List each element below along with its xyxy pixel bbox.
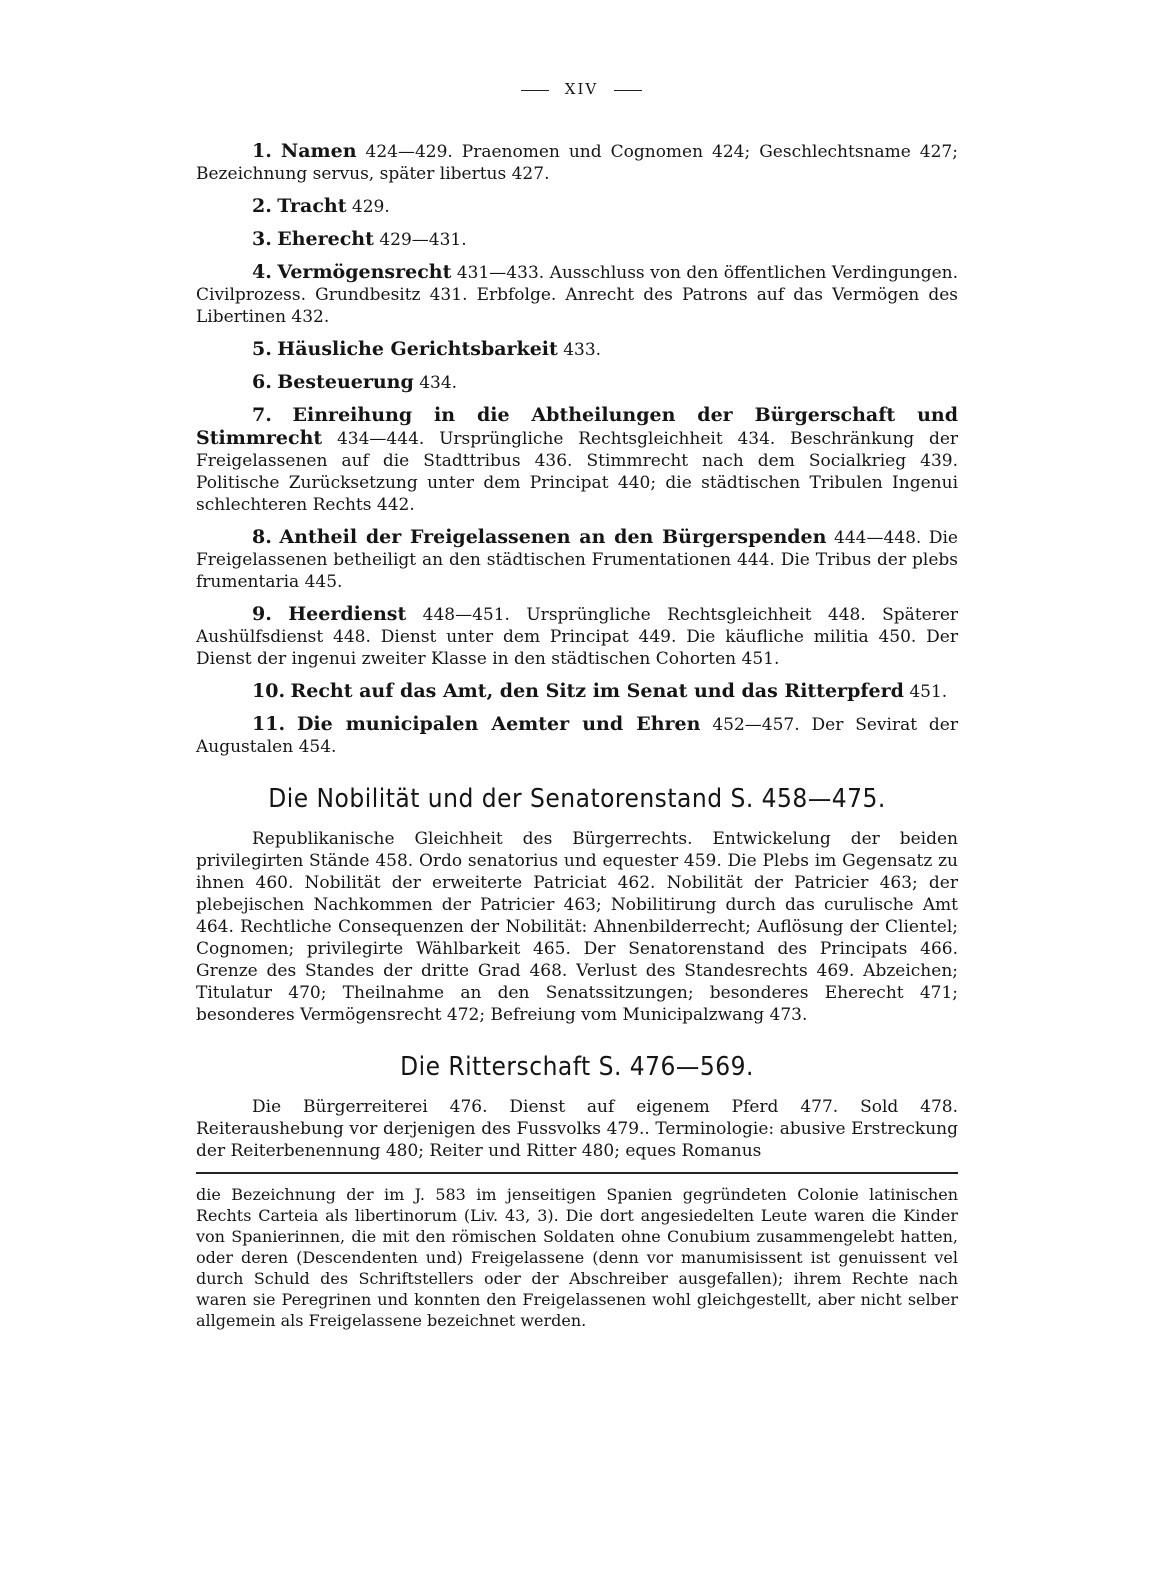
entry-item — [196, 404, 958, 516]
entry-pages: 431—433. — [456, 263, 545, 283]
section-text-nobilitaet: Republikanische Gleichheit des Bürgerrechts. Entwickelung der beiden privilegirten Stände 458. Ordo senatorius und equester 459. Die Plebs im Gegensatz zu ihnen 460. Nobilität der erweiterte Patriciat 462. Nobilität der Patricier 463; der plebejischen Nachkommen der Patricier 463; Nobilitirung durch das curulische Amt 464. Rechtliche Consequenzen der Nobilität: Ahnenbilderrecht; Auflösung der Clientel; Cognomen; privilegirte Wählbarkeit 465. Der Senatorenstand des Principats 466. Grenze des Standes der dritte Grad 468. Verlust des Standesrechts 469. Abzeichen; Titulatur 470; Theilnahme an den Senatssitzungen; besonderes Eherecht 471; besonderes Vermögensrecht 472; Befreiung vom Municipalzwang 473. — [196, 829, 958, 1025]
entry-number: 11. — [252, 713, 286, 735]
entry-pages: 434. — [419, 373, 458, 393]
entry-text: Ursprüngliche Rechtsgleichheit 448. Späterer Aushülfsdienst 448. Dienst unter dem Principat 449. Die käufliche militia 450. Der Dienst der ingenui zweiter Klasse in den städtischen Cohorten 451. — [196, 605, 959, 669]
entry-heading: Heerdienst — [288, 603, 407, 625]
section-title-ritterschaft: Die Ritterschaft S. 476—569. — [400, 1052, 754, 1082]
entry-item — [196, 140, 958, 185]
entry-item — [196, 261, 958, 328]
entry-number: 5. — [252, 338, 272, 360]
entry-number: 3. — [252, 228, 272, 250]
entry-number: 10. — [252, 680, 286, 702]
entry-text: Praenomen und Cognomen 424; Geschlechtsname 427; Bezeichnung servus, später libertus 427. — [196, 142, 958, 184]
entry-heading: Besteuerung — [277, 371, 414, 393]
footnote-text: die Bezeichnung der im J. 583 im jenseitigen Spanien gegründeten Colonie latinischen Rechts Carteia als libertinorum (Liv. 43, 3). Die dort angesiedelten Leute waren die Kinder von Spanierinnen, die mit den römischen Soldaten ohne Conubium zusammengelebt hatten, oder deren (Descendenten und) Freigelassene (denn vor manumisissent ist genuissent vel durch Schuld des Schriftstellers oder der Abschreiber ausgefallen); ihrem Rechte nach waren sie Peregrinen und konnten den Freigelassenen wohl gleichgestellt, aber nicht selber allgemein als Freigelassene bezeichnet werden. — [196, 1185, 958, 1330]
entry-number: 8. — [252, 526, 272, 548]
page-number — [0, 80, 1163, 98]
entry-item — [196, 713, 958, 758]
entry-text: Ausschluss von den öffentlichen Verdingungen. Civilprozess. Grundbesitz 431. Erbfolge. Anrecht des Patrons auf das Vermögen des Libertinen 432. — [196, 263, 959, 327]
entry-heading: Eherecht — [277, 228, 374, 250]
entry-pages: 429. — [351, 197, 390, 217]
entry-number: 1. — [252, 140, 272, 162]
footnote-rule — [196, 1172, 958, 1174]
entry-item — [196, 338, 958, 361]
dash-left — [521, 90, 549, 91]
entry-pages: 451. — [909, 682, 948, 702]
entry-item — [196, 526, 958, 593]
entry-pages: 444—448. — [834, 528, 922, 548]
dash-right — [614, 90, 642, 91]
entry-text: Ursprüngliche Rechtsgleichheit 434. Beschränkung der Freigelassenen auf die Stadttribus 436. Stimmrecht nach dem Socialkrieg 439. Politische Zurücksetzung unter dem Principat 440; die städtischen Tribulen Ingenui schlechteren Rechts 442. — [196, 429, 959, 515]
entry-pages: 448—451. — [422, 605, 510, 625]
entry-list — [196, 140, 958, 758]
entry-number: 4. — [252, 261, 272, 283]
section-title-nobilitaet: Die Nobilität und der Senatorenstand S. 458—475. — [268, 784, 886, 814]
entry-heading: Einreihung in die Abtheilungen der Bürgerschaft und Stimmrecht — [196, 404, 959, 449]
entry-heading: Antheil der Freigelassenen an den Bürgerspenden — [279, 526, 827, 548]
entry-pages: 424—429. — [365, 142, 453, 162]
entry-pages: 452—457. — [712, 715, 800, 735]
entry-heading: Recht auf das Amt, den Sitz im Senat und das Ritterpferd — [290, 680, 904, 702]
entry-text: Die Freigelassenen betheiligt an den städtischen Frumentationen 444. Die Tribus der plebs frumentaria 445. — [196, 528, 958, 592]
entry-heading: Tracht — [277, 195, 347, 217]
entry-number: 9. — [252, 603, 272, 625]
page-number-text: XIV — [564, 80, 599, 98]
entry-item — [196, 228, 958, 251]
section-text-ritterschaft: Die Bürgerreiterei 476. Dienst auf eigenem Pferd 477. Sold 478. Reiteraushebung vor derjenigen des Fussvolks 479.. Terminologie: abusive Erstreckung der Reiterbenennung 480; Reiter und Ritter 480; eques Romanus — [196, 1097, 958, 1161]
entry-item — [196, 195, 958, 218]
entry-item — [196, 603, 958, 670]
entry-heading: Häusliche Gerichtsbarkeit — [277, 338, 558, 360]
entry-number: 2. — [252, 195, 272, 217]
entry-heading: Vermögensrecht — [277, 261, 452, 283]
entry-item — [196, 680, 958, 703]
entry-heading: Namen — [280, 140, 357, 162]
entry-heading: Die municipalen Aemter und Ehren — [296, 713, 701, 735]
entry-number: 6. — [252, 371, 272, 393]
entry-text: Der Sevirat der Augustalen 454. — [196, 715, 958, 757]
entry-number: 7. — [252, 404, 272, 426]
entry-pages: 434—444. — [336, 429, 425, 449]
entry-item — [196, 371, 958, 394]
entry-pages: 429—431. — [379, 230, 467, 250]
entry-pages: 433. — [563, 340, 602, 360]
content-body — [196, 140, 958, 1331]
